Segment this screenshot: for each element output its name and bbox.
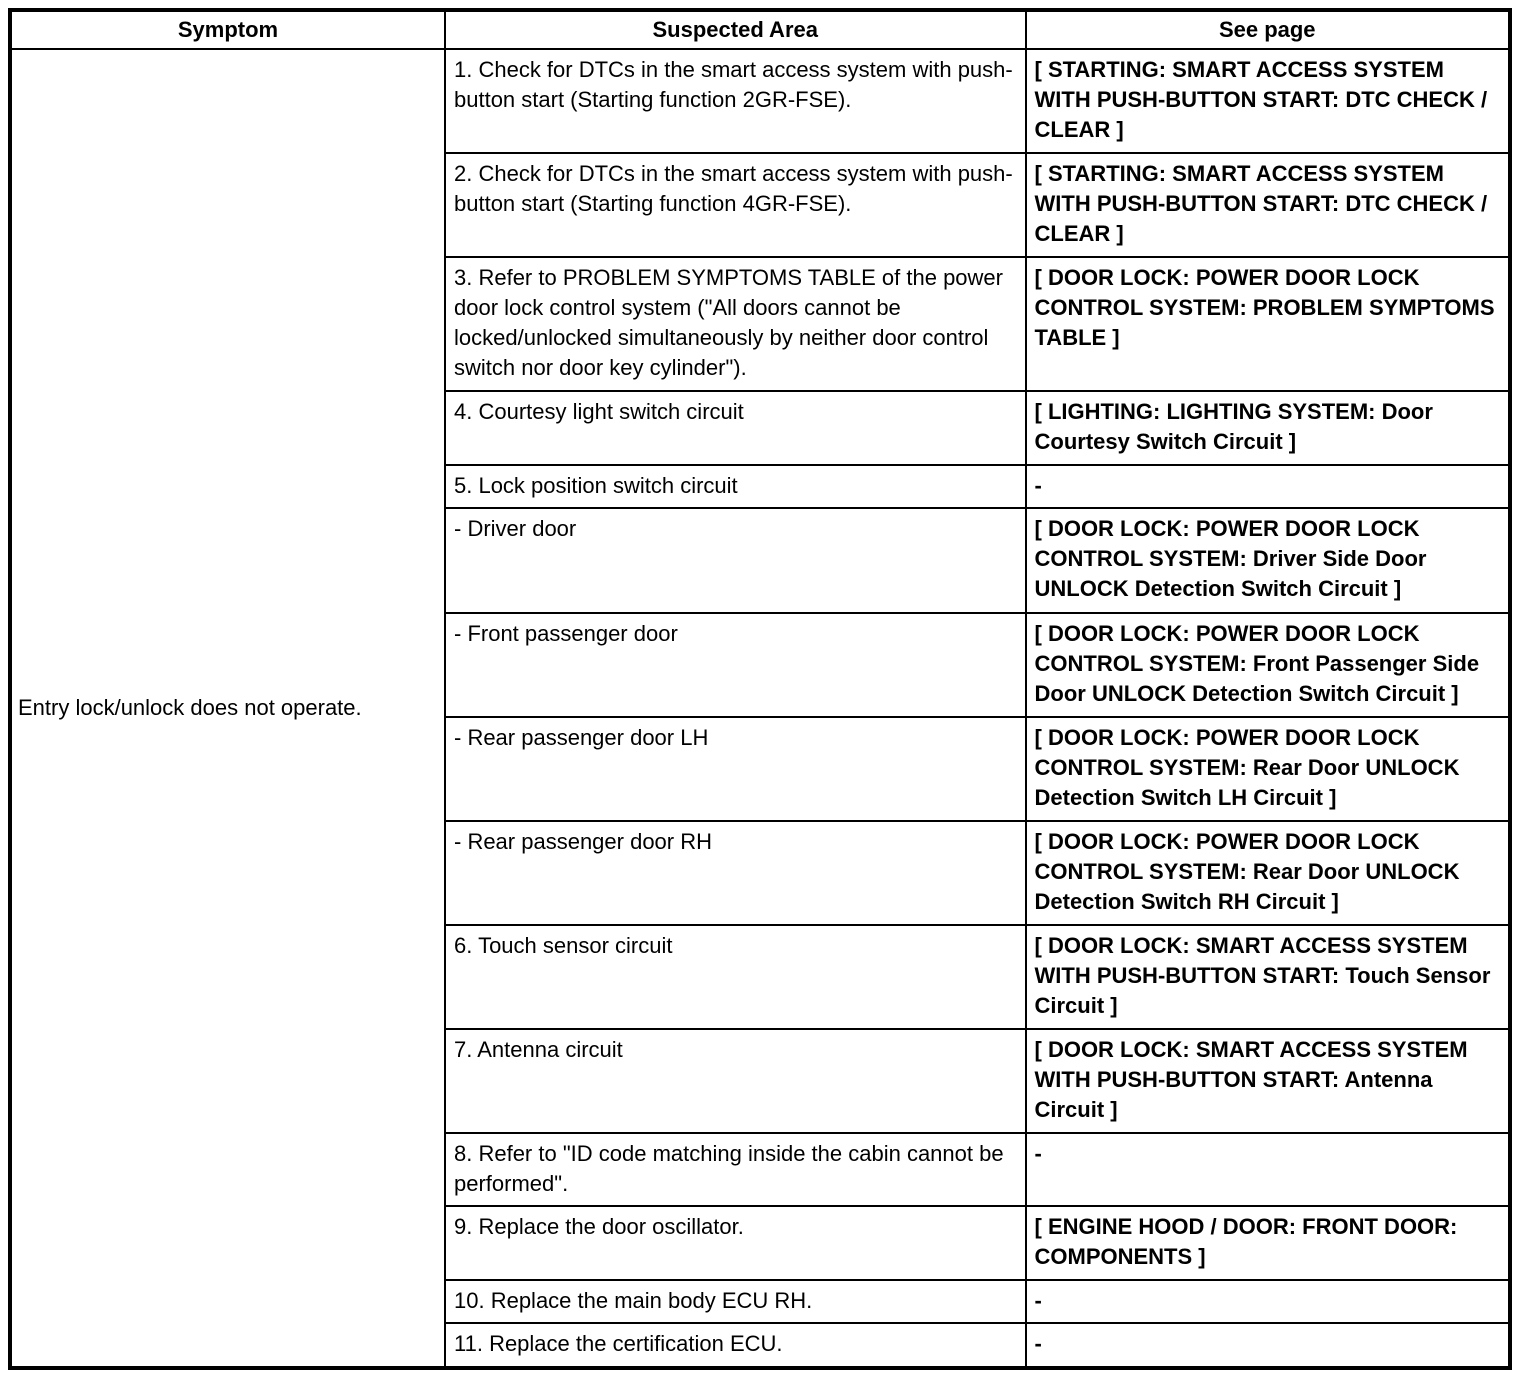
see-page-cell: [ ENGINE HOOD / DOOR: FRONT DOOR: COMPONENTS ]	[1026, 1206, 1511, 1280]
suspected-area-cell: - Driver door	[445, 508, 1026, 612]
suspected-area-cell: 1. Check for DTCs in the smart access system with push-button start (Starting function 2GR-FSE).	[445, 49, 1026, 153]
suspected-area-cell: - Front passenger door	[445, 613, 1026, 717]
see-page-cell: [ DOOR LOCK: SMART ACCESS SYSTEM WITH PUSH-BUTTON START: Antenna Circuit ]	[1026, 1029, 1511, 1133]
see-page-cell: -	[1026, 1323, 1511, 1368]
see-page-cell: -	[1026, 1280, 1511, 1323]
see-page-cell: -	[1026, 1133, 1511, 1207]
symptom-cell: Entry lock/unlock does not operate.	[10, 49, 445, 1368]
header-row	[10, 10, 1510, 49]
header-symptom: Symptom	[10, 10, 445, 49]
see-page-cell: [ DOOR LOCK: SMART ACCESS SYSTEM WITH PUSH-BUTTON START: Touch Sensor Circuit ]	[1026, 925, 1511, 1029]
see-page-cell: [ DOOR LOCK: POWER DOOR LOCK CONTROL SYSTEM: Rear Door UNLOCK Detection Switch LH Circuit ]	[1026, 717, 1511, 821]
table-row	[10, 49, 1510, 153]
see-page-cell: [ STARTING: SMART ACCESS SYSTEM WITH PUSH-BUTTON START: DTC CHECK / CLEAR ]	[1026, 153, 1511, 257]
see-page-cell: -	[1026, 465, 1511, 508]
see-page-cell: [ STARTING: SMART ACCESS SYSTEM WITH PUSH-BUTTON START: DTC CHECK / CLEAR ]	[1026, 49, 1511, 153]
suspected-area-cell: 3. Refer to PROBLEM SYMPTOMS TABLE of the power door lock control system ("All doors cannot be locked/unlocked simultaneously by neither door control switch nor door key cylinder").	[445, 257, 1026, 391]
see-page-cell: [ LIGHTING: LIGHTING SYSTEM: Door Courtesy Switch Circuit ]	[1026, 391, 1511, 465]
suspected-area-cell: 11. Replace the certification ECU.	[445, 1323, 1026, 1368]
header-see-page: See page	[1026, 10, 1511, 49]
header-suspected-area: Suspected Area	[445, 10, 1026, 49]
problem-symptoms-table	[8, 8, 1512, 1370]
see-page-cell: [ DOOR LOCK: POWER DOOR LOCK CONTROL SYSTEM: Driver Side Door UNLOCK Detection Switch Circuit ]	[1026, 508, 1511, 612]
suspected-area-cell: 5. Lock position switch circuit	[445, 465, 1026, 508]
see-page-cell: [ DOOR LOCK: POWER DOOR LOCK CONTROL SYSTEM: Rear Door UNLOCK Detection Switch RH Circuit ]	[1026, 821, 1511, 925]
see-page-cell: [ DOOR LOCK: POWER DOOR LOCK CONTROL SYSTEM: Front Passenger Side Door UNLOCK Detection Switch Circuit ]	[1026, 613, 1511, 717]
suspected-area-cell: - Rear passenger door RH	[445, 821, 1026, 925]
see-page-cell: [ DOOR LOCK: POWER DOOR LOCK CONTROL SYSTEM: PROBLEM SYMPTOMS TABLE ]	[1026, 257, 1511, 391]
suspected-area-cell: 6. Touch sensor circuit	[445, 925, 1026, 1029]
suspected-area-cell: 10. Replace the main body ECU RH.	[445, 1280, 1026, 1323]
suspected-area-cell: 4. Courtesy light switch circuit	[445, 391, 1026, 465]
suspected-area-cell: 9. Replace the door oscillator.	[445, 1206, 1026, 1280]
suspected-area-cell: 2. Check for DTCs in the smart access system with push-button start (Starting function 4GR-FSE).	[445, 153, 1026, 257]
suspected-area-cell: 7. Antenna circuit	[445, 1029, 1026, 1133]
suspected-area-cell: 8. Refer to "ID code matching inside the cabin cannot be performed".	[445, 1133, 1026, 1207]
suspected-area-cell: - Rear passenger door LH	[445, 717, 1026, 821]
